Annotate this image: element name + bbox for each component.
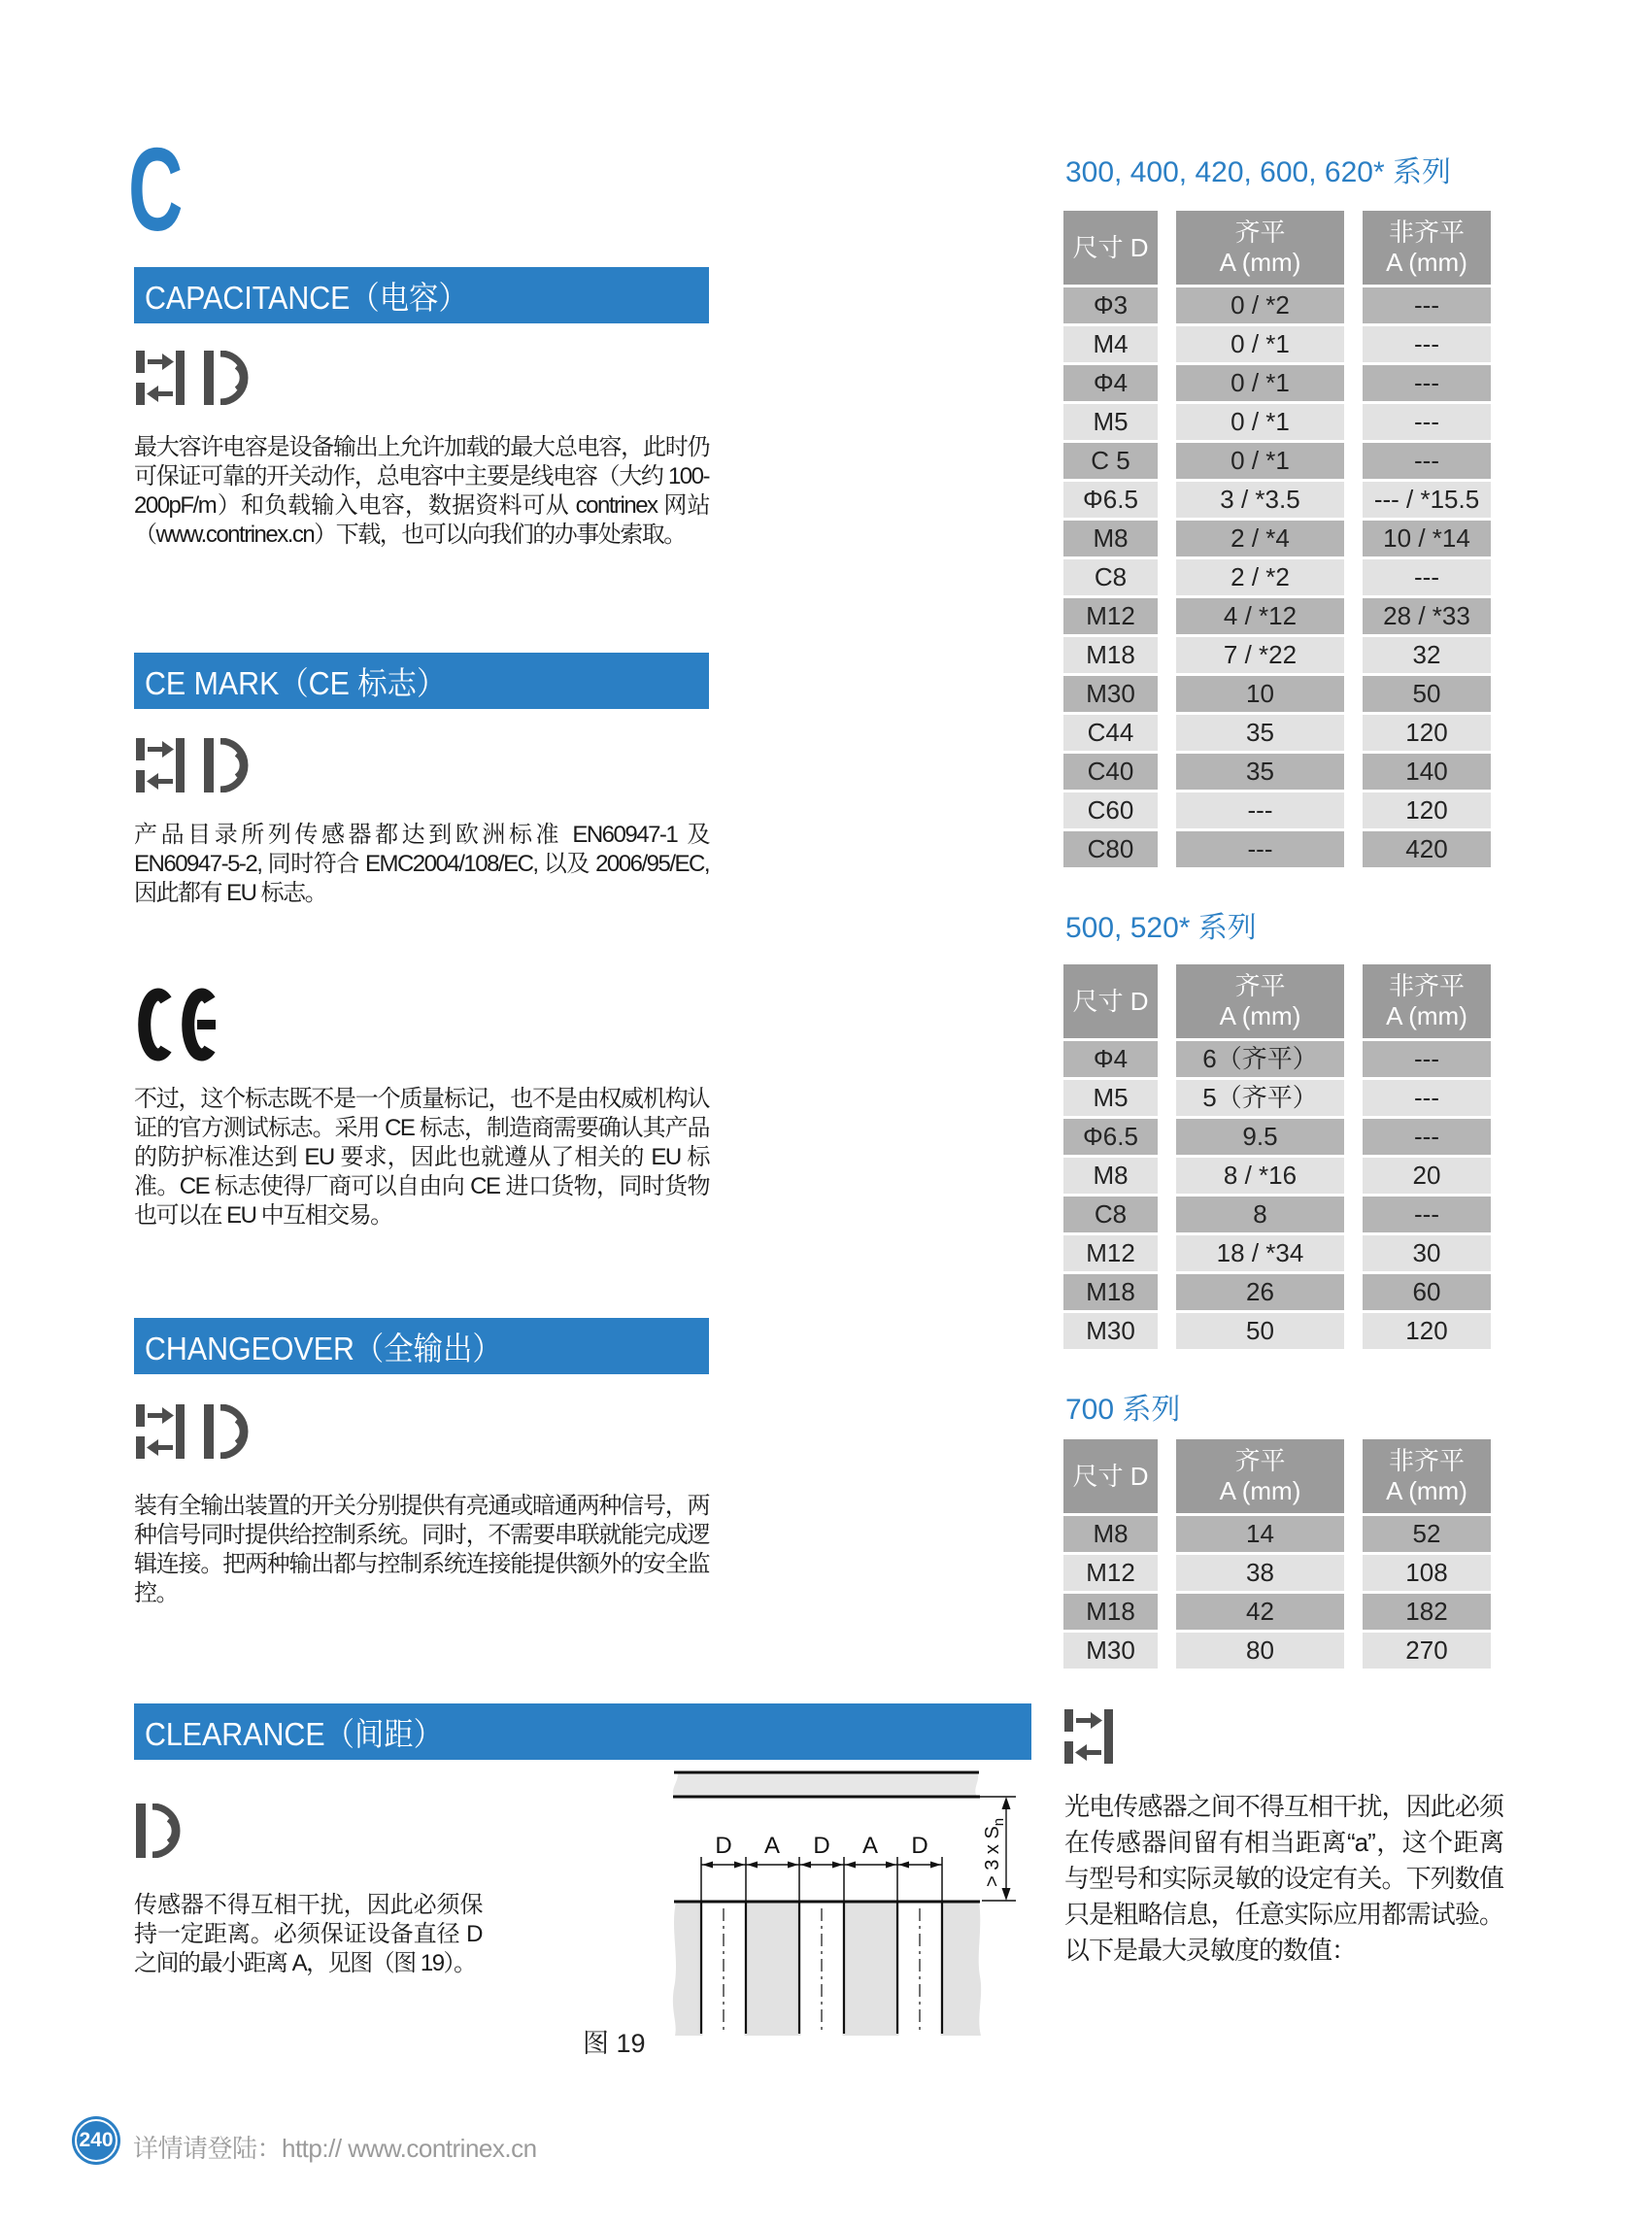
clearance-figure [612,1763,1059,2054]
table-cell: 52 [1363,1516,1491,1552]
section-header-changeover [134,1318,709,1374]
table-header-cell: 尺寸 D [1063,211,1158,285]
table-cell: 108 [1363,1555,1491,1591]
table-cell: 270 [1363,1633,1491,1669]
table-row [1063,404,1491,440]
table-cell: M12 [1063,1235,1158,1271]
table-cell: --- [1363,1080,1491,1116]
spec-table-300 [1063,211,1491,870]
table-cell: 50 [1176,1313,1344,1349]
table-cell: 3 / *3.5 [1176,482,1344,518]
table-row [1063,831,1491,867]
chapter-letter: C [128,123,184,255]
capacitance-icons [136,351,251,405]
figure-dim-label: D [813,1833,830,1859]
table-cell: Φ4 [1063,365,1158,401]
table-cell: --- [1363,326,1491,362]
table-cell: M18 [1063,637,1158,673]
table-row [1063,1235,1491,1271]
table-cell: M8 [1063,1158,1158,1194]
table-cell: Φ3 [1063,287,1158,323]
table-row [1063,676,1491,712]
table-cell: 0 / *2 [1176,287,1344,323]
inductive-sensor-icon [136,1404,185,1459]
table-cell: 35 [1176,715,1344,751]
table-cell: --- / *15.5 [1363,482,1491,518]
section-title: CHANGEOVER（全输出） [145,1330,502,1366]
table-header-cell: 齐平 A (mm) [1176,211,1344,285]
table-cell: 10 / *14 [1363,521,1491,556]
sonic-waves-icon [136,1804,183,1858]
table-cell: --- [1363,287,1491,323]
table-cell: C8 [1063,1197,1158,1232]
table-cell: 14 [1176,1516,1344,1552]
table-row [1063,1633,1491,1669]
clearance-note-icon [1064,1709,1113,1769]
table-cell: 140 [1363,754,1491,790]
table-cell: 26 [1176,1274,1344,1310]
table-cell: 38 [1176,1555,1344,1591]
table-cell: 60 [1363,1274,1491,1310]
table-row [1063,637,1491,673]
table-cell: 30 [1363,1235,1491,1271]
table-row [1063,792,1491,828]
table-cell: 0 / *1 [1176,404,1344,440]
table-header-row [1063,1439,1491,1513]
section-header-capacitance [134,267,709,323]
table-cell: 35 [1176,754,1344,790]
figure-dim-label: D [715,1833,732,1859]
table-cell: M5 [1063,1080,1158,1116]
table-cell: M30 [1063,1633,1158,1669]
clearance-icons [136,1804,183,1858]
page-number-badge: 240 [75,2119,118,2162]
table-cell: C60 [1063,792,1158,828]
section-header-ce-mark [134,653,709,709]
table-cell: 80 [1176,1633,1344,1669]
table-cell: 120 [1363,1313,1491,1349]
series-title-500: 500, 520* 系列 [1065,912,1257,944]
changeover-icons [136,1404,251,1459]
table-cell: --- [1363,1197,1491,1232]
table-cell: 7 / *22 [1176,637,1344,673]
section-title: CAPACITANCE（电容） [145,279,468,316]
table-cell: M18 [1063,1594,1158,1630]
table-cell: C80 [1063,831,1158,867]
table-row [1063,1080,1491,1116]
ce-mark-body-2: 不过，这个标志既不是一个质量标记，也不是由权威机构认证的官方测试标志。采用 CE 标志，制造商需要确认其产品的防护标准达到 EU 要求，因此也就遵从了相关的 EU 标准。CE 标志使得厂商可以自由向 CE 进口货物，同时货物也可以在 EU 中互相交易。 [134,1086,709,1229]
table-cell: --- [1363,365,1491,401]
table-row [1063,326,1491,362]
table-cell: M5 [1063,404,1158,440]
table-cell: 0 / *1 [1176,443,1344,479]
table-cell: 6（齐平） [1176,1041,1344,1077]
figure-caption: 图 19 [583,2029,646,2058]
ce-logo [136,987,221,1062]
table-cell: --- [1363,443,1491,479]
table-cell: 182 [1363,1594,1491,1630]
table-cell: 42 [1176,1594,1344,1630]
table-row [1063,1119,1491,1155]
table-row [1063,365,1491,401]
table-cell: --- [1176,831,1344,867]
table-row [1063,1555,1491,1591]
table-header-row [1063,211,1491,285]
table-cell: M30 [1063,1313,1158,1349]
figure-dim-label: D [911,1833,928,1859]
table-cell: --- [1176,792,1344,828]
table-header-cell: 齐平 A (mm) [1176,964,1344,1038]
table-cell: 4 / *12 [1176,598,1344,634]
table-cell: M8 [1063,521,1158,556]
table-cell: Φ6.5 [1063,482,1158,518]
table-header-row [1063,964,1491,1038]
table-cell: C44 [1063,715,1158,751]
table-cell: 32 [1363,637,1491,673]
table-row [1063,715,1491,751]
table-row [1063,287,1491,323]
table-row [1063,443,1491,479]
figure-dim-label: A [861,1833,879,1859]
sonic-waves-icon [204,738,251,792]
table-row [1063,1313,1491,1349]
table-row [1063,482,1491,518]
section-header-clearance [134,1703,1031,1760]
table-cell: M4 [1063,326,1158,362]
table-row [1063,1041,1491,1077]
ce-mark-icons [136,738,251,792]
table-cell: --- [1363,1119,1491,1155]
table-row [1063,1197,1491,1232]
table-row [1063,1158,1491,1194]
table-cell: 28 / *33 [1363,598,1491,634]
figure-top-plate [673,1771,978,1798]
table-cell: --- [1363,559,1491,595]
table-cell: M8 [1063,1516,1158,1552]
inductive-sensor-icon [1064,1709,1113,1764]
table-header-cell: 非齐平 A (mm) [1363,964,1491,1038]
table-cell: 8 [1176,1197,1344,1232]
table-cell: 18 / *34 [1176,1235,1344,1271]
table-cell: 10 [1176,676,1344,712]
inductive-sensor-icon [136,738,185,792]
series-title-700: 700 系列 [1065,1394,1181,1426]
table-cell: 9.5 [1176,1119,1344,1155]
figure-side-dimension-label: > 3 x $S_n$ [982,1817,1007,1887]
table-cell: M12 [1063,598,1158,634]
table-header-cell: 非齐平 A (mm) [1363,211,1491,285]
table-cell: M30 [1063,676,1158,712]
table-cell: Φ6.5 [1063,1119,1158,1155]
figure-dim-label: A [763,1833,781,1859]
table-row [1063,598,1491,634]
table-header-cell: 尺寸 D [1063,964,1158,1038]
table-cell: 5（齐平） [1176,1080,1344,1116]
table-cell: C8 [1063,559,1158,595]
table-cell: 20 [1363,1158,1491,1194]
table-cell: C40 [1063,754,1158,790]
spec-table-500 [1063,964,1491,1352]
spec-table-700 [1063,1439,1491,1671]
table-row [1063,559,1491,595]
table-header-cell: 齐平 A (mm) [1176,1439,1344,1513]
table-header-cell: 尺寸 D [1063,1439,1158,1513]
table-cell: 120 [1363,715,1491,751]
table-cell: M18 [1063,1274,1158,1310]
clearance-body: 传感器不得互相干扰，因此必须保持一定距离。必须保证设备直径 D 之间的最小距离 A，见图（图 19）。 [134,1892,482,1976]
sonic-waves-icon [204,351,251,405]
table-cell: --- [1363,404,1491,440]
inductive-sensor-icon [136,351,185,405]
table-row [1063,1594,1491,1630]
ce-mark-body: 产品目录所列传感器都达到欧洲标准 EN60947-1 及 EN60947-5-2, 同时符合 EMC2004/108/EC, 以及 2006/95/EC, 因此都有 EU 标志。 [134,822,709,906]
table-cell: 0 / *1 [1176,326,1344,362]
table-cell: 8 / *16 [1176,1158,1344,1194]
clearance-note: 光电传感器之间不得互相干扰，因此必须在传感器间留有相当距离“a”，这个距离与型号和实际灵敏的设定有关。下列数值只是粗略信息，任意实际应用都需试验。以下是最大灵敏度的数值： [1064,1792,1503,1965]
table-cell: 2 / *4 [1176,521,1344,556]
section-title: CE MARK（CE 标志） [145,664,447,701]
table-cell: C 5 [1063,443,1158,479]
table-row [1063,1274,1491,1310]
table-cell: M12 [1063,1555,1158,1591]
series-title-300: 300, 400, 420, 600, 620* 系列 [1065,156,1451,188]
table-cell: --- [1363,1041,1491,1077]
table-cell: 420 [1363,831,1491,867]
table-cell: 2 / *2 [1176,559,1344,595]
footer-url: 详情请登陆：http:// www.contrinex.cn [133,2134,537,2163]
sonic-waves-icon [204,1404,251,1459]
table-row [1063,521,1491,556]
table-cell: 0 / *1 [1176,365,1344,401]
table-row [1063,1516,1491,1552]
section-title: CLEARANCE（间距） [145,1715,444,1752]
table-cell: Φ4 [1063,1041,1158,1077]
changeover-body: 装有全输出装置的开关分别提供有亮通或暗通两种信号，两种信号同时提供给控制系统。同时，不需要串联就能完成逻辑连接。把两种输出都与控制系统连接能提供额外的安全监控。 [134,1493,709,1606]
table-row [1063,754,1491,790]
table-header-cell: 非齐平 A (mm) [1363,1439,1491,1513]
capacitance-body: 最大容许电容是设备输出上允许加载的最大总电容，此时仍可保证可靠的开关动作，总电容中主要是线电容（大约 100-200pF/m）和负载输入电容，数据资料可从 contrinex 网站（www.contrinex.cn）下载，也可以向我们的办事处索取。 [134,434,709,548]
table-cell: 50 [1363,676,1491,712]
table-cell: 120 [1363,792,1491,828]
